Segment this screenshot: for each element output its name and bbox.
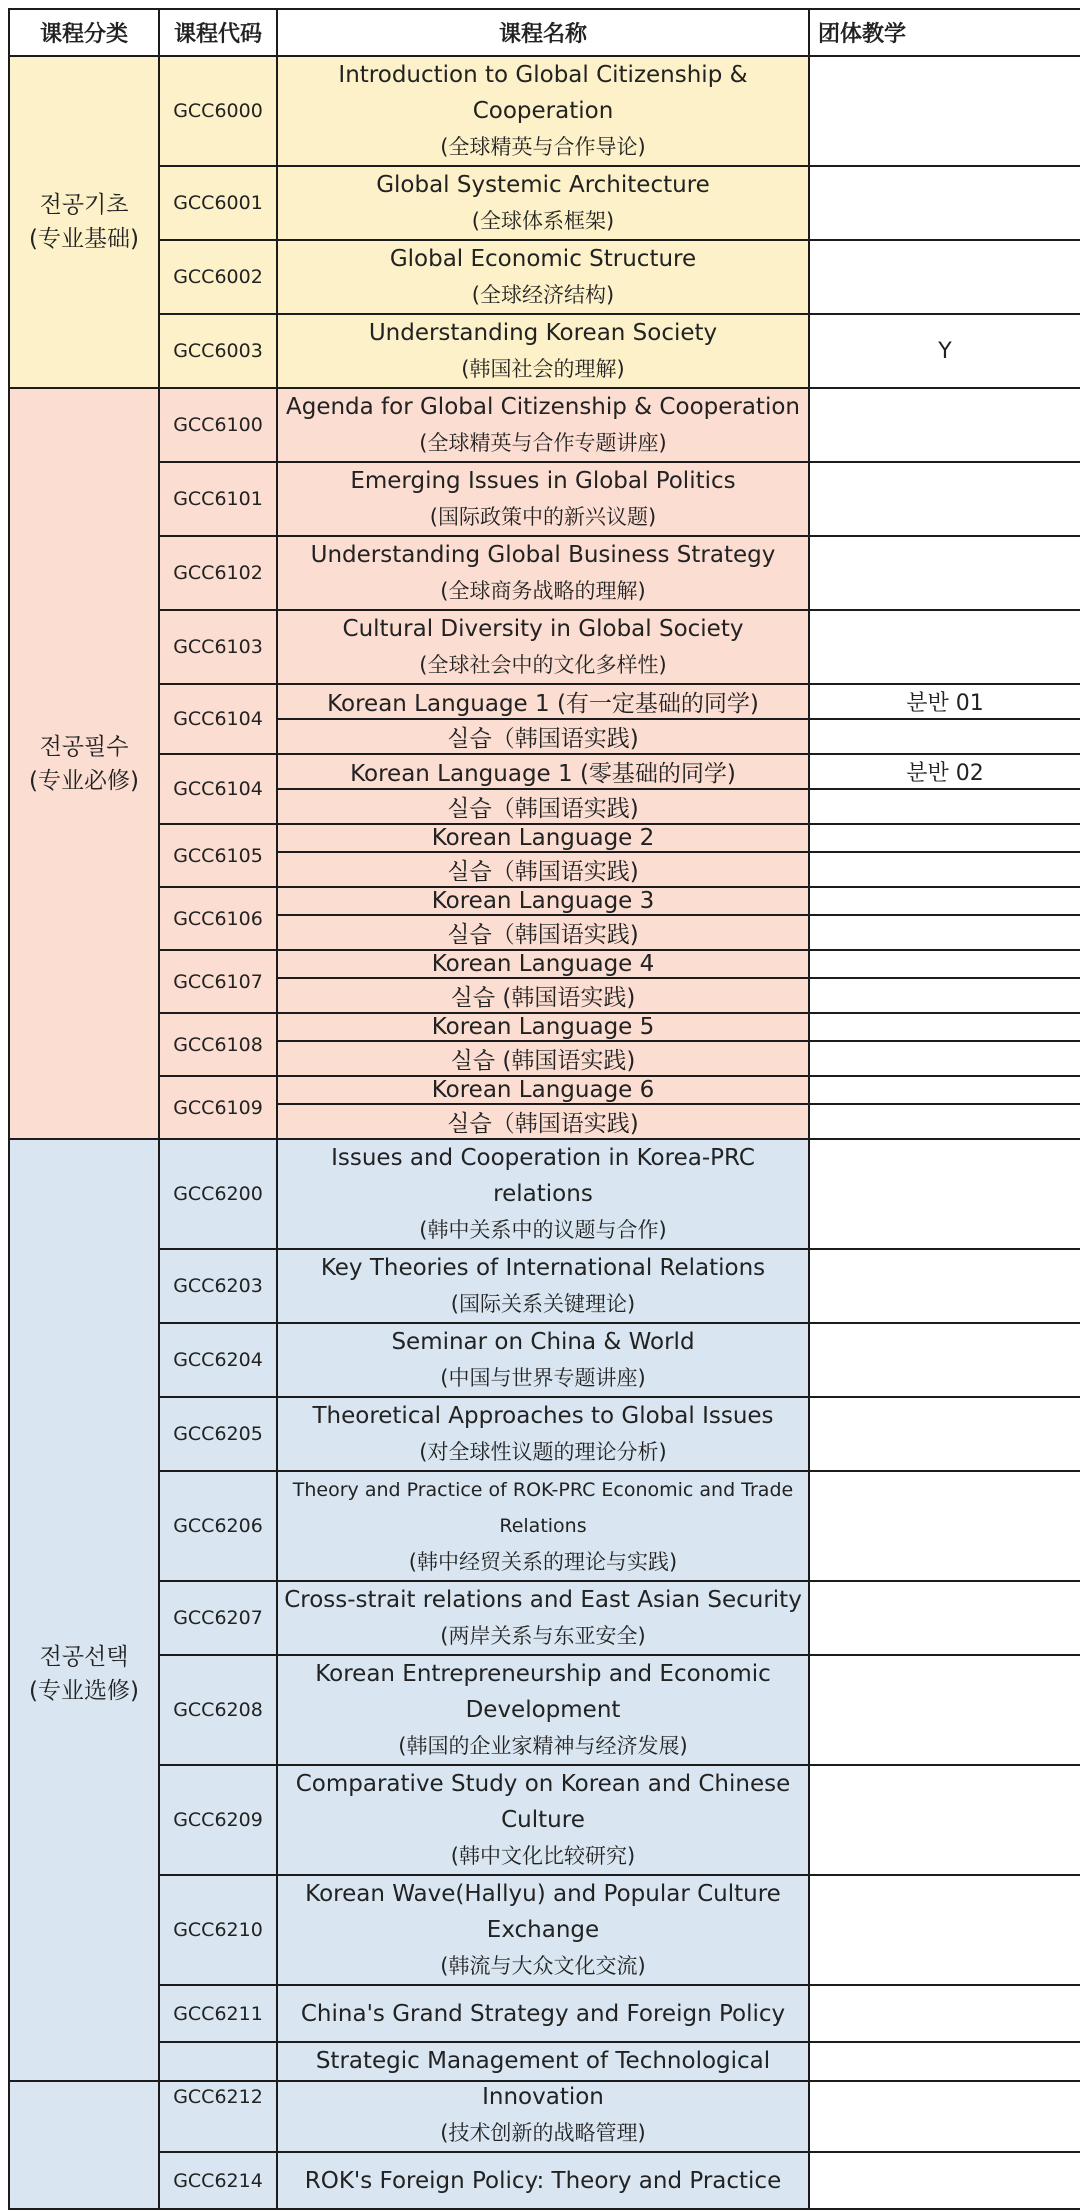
course-name-cn: (韩国的企业家精神与经济发展) — [398, 1734, 688, 1758]
team-teaching-value — [809, 1041, 1080, 1076]
table-row — [9, 462, 1080, 536]
course-code: GCC6206 — [159, 1471, 277, 1581]
category-cell — [9, 56, 159, 388]
course-name — [277, 1249, 809, 1323]
team-teaching-value — [809, 1076, 1080, 1104]
course-name-en: Global Systemic Architecture — [376, 172, 710, 198]
course-practice-label: 실습（韩国语实践) — [277, 915, 809, 950]
table-row — [9, 824, 1080, 852]
category-chinese: (专业必修) — [29, 767, 139, 794]
team-teaching-value — [809, 1139, 1080, 1249]
team-teaching-value: 분반 02 — [809, 754, 1080, 789]
table-row — [9, 1985, 1080, 2042]
course-code: GCC6207 — [159, 1581, 277, 1655]
category-chinese: (专业选修) — [29, 1678, 139, 1704]
course-name — [277, 1985, 809, 2042]
table-row — [9, 1013, 1080, 1041]
course-title: Korean Language 1 (零基础的同学) — [277, 754, 809, 789]
course-name-cn: (全球精英与合作导论) — [440, 135, 646, 159]
course-name-cn: (技术创新的战略管理) — [440, 2121, 646, 2145]
course-name — [277, 462, 809, 536]
course-name — [277, 536, 809, 610]
course-code: GCC6000 — [159, 56, 277, 166]
course-code: GCC6104 — [159, 754, 277, 824]
team-teaching-value — [809, 1397, 1080, 1471]
team-teaching-value — [809, 166, 1080, 240]
course-code: GCC6204 — [159, 1323, 277, 1397]
course-name — [277, 1765, 809, 1875]
header-row — [9, 9, 1080, 56]
course-practice-label: 실습 (韩国语实践) — [277, 1041, 809, 1076]
table-row — [9, 1581, 1080, 1655]
team-teaching-value — [809, 462, 1080, 536]
course-name-cn: (国际关系关键理论) — [450, 1292, 636, 1316]
category-cell — [9, 1139, 159, 2209]
course-name-cn: (全球精英与合作专题讲座) — [419, 431, 667, 455]
team-teaching-value — [809, 950, 1080, 978]
table-row — [9, 684, 1080, 719]
course-code: GCC6210 — [159, 1875, 277, 1985]
course-code: GCC6214 — [159, 2152, 277, 2209]
course-code: GCC6103 — [159, 610, 277, 684]
header-code: 课程代码 — [159, 9, 277, 56]
course-code: GCC6101 — [159, 462, 277, 536]
course-name — [277, 1581, 809, 1655]
table-row — [9, 1139, 1080, 1249]
table-row — [9, 1323, 1080, 1397]
category-korean: 전공필수 — [39, 733, 129, 760]
course-practice-label: 실습（韩国语实践) — [277, 852, 809, 887]
course-code: GCC6203 — [159, 1249, 277, 1323]
course-name — [277, 1323, 809, 1397]
course-code: GCC6108 — [159, 1013, 277, 1076]
course-name — [277, 2152, 809, 2209]
table-row — [9, 887, 1080, 915]
course-name-en: China's Grand Strategy and Foreign Policy — [300, 2000, 786, 2027]
course-name — [277, 388, 809, 462]
team-teaching-value: Y — [809, 314, 1080, 388]
category-korean: 전공기초 — [39, 192, 129, 218]
course-table — [8, 8, 1080, 2210]
team-teaching-value — [809, 1104, 1080, 1139]
course-name-en: Cross-strait relations and East Asian Security — [284, 1587, 802, 1613]
course-name-en: Understanding Korean Society — [368, 320, 718, 346]
table-row — [9, 314, 1080, 388]
table-bottom-border — [8, 2080, 1080, 2082]
course-title: Korean Language 5 — [277, 1013, 809, 1041]
course-code: GCC6100 — [159, 388, 277, 462]
team-teaching-value — [809, 1875, 1080, 1985]
course-code: GCC6109 — [159, 1076, 277, 1139]
table-row — [9, 754, 1080, 789]
course-name-en: Korean Wave(Hallyu) and Popular Culture Exchange — [305, 1881, 781, 1943]
team-teaching-value — [809, 1581, 1080, 1655]
course-code: GCC6106 — [159, 887, 277, 950]
table-row — [9, 56, 1080, 166]
course-code: GCC6212 — [159, 2042, 277, 2152]
header-team: 团体教学 — [809, 9, 1080, 56]
course-title: Korean Language 4 — [277, 950, 809, 978]
course-name — [277, 1397, 809, 1471]
course-name-en: Seminar on China & World — [391, 1329, 695, 1355]
course-name — [277, 1471, 809, 1581]
course-name-en: Global Economic Structure — [389, 246, 697, 272]
team-teaching-value — [809, 852, 1080, 887]
course-code: GCC6001 — [159, 166, 277, 240]
course-name-cn: (全球商务战略的理解) — [440, 579, 646, 603]
course-name-en: ROK's Foreign Policy: Theory and Practice — [304, 2167, 782, 2194]
course-name-cn: (中国与世界专题讲座) — [440, 1366, 646, 1390]
course-name — [277, 1139, 809, 1249]
header-category: 课程分类 — [9, 9, 159, 56]
course-name-en: Cultural Diversity in Global Society — [342, 616, 744, 642]
course-name-cn: (国际政策中的新兴议题) — [429, 505, 657, 529]
course-name-cn: (全球经济结构) — [471, 283, 615, 307]
course-code: GCC6105 — [159, 824, 277, 887]
course-name-en: Issues and Cooperation in Korea-PRC relations — [331, 1145, 755, 1207]
team-teaching-value — [809, 2152, 1080, 2209]
category-cell — [9, 388, 159, 1139]
table-row — [9, 2152, 1080, 2209]
header-name: 课程名称 — [277, 9, 809, 56]
course-name — [277, 1655, 809, 1765]
category-korean: 전공선택 — [39, 1644, 129, 1670]
team-teaching-value — [809, 1323, 1080, 1397]
course-name-en: Korean Entrepreneurship and Economic Development — [315, 1661, 771, 1723]
team-teaching-value — [809, 240, 1080, 314]
team-teaching-value — [809, 978, 1080, 1013]
course-name — [277, 314, 809, 388]
course-title: Korean Language 2 — [277, 824, 809, 852]
category-chinese: (专业基础) — [29, 226, 139, 252]
course-title: Korean Language 1 (有一定基础的同学) — [277, 684, 809, 719]
table-row — [9, 1249, 1080, 1323]
course-name — [277, 1875, 809, 1985]
table-row — [9, 388, 1080, 462]
table-header — [9, 9, 1080, 56]
table-row — [9, 1655, 1080, 1765]
table-row — [9, 536, 1080, 610]
course-name-en: Emerging Issues in Global Politics — [350, 468, 736, 494]
team-teaching-value — [809, 887, 1080, 915]
course-name-en: Introduction to Global Citizenship & Cooperation — [338, 62, 748, 124]
course-code: GCC6003 — [159, 314, 277, 388]
course-name-cn: (全球体系框架) — [471, 209, 615, 233]
table-row — [9, 1875, 1080, 1985]
team-teaching-value — [809, 1765, 1080, 1875]
team-teaching-value — [809, 610, 1080, 684]
course-name-en: Key Theories of International Relations — [320, 1255, 766, 1281]
team-teaching-value — [809, 789, 1080, 824]
team-teaching-value — [809, 719, 1080, 754]
team-teaching-value — [809, 536, 1080, 610]
course-practice-label: 실습 (韩国语实践) — [277, 978, 809, 1013]
course-name — [277, 56, 809, 166]
team-teaching-value: 분반 01 — [809, 684, 1080, 719]
course-name-cn: (对全球性议题的理论分析) — [419, 1440, 667, 1464]
course-name-en: Theoretical Approaches to Global Issues — [312, 1403, 774, 1429]
course-name-en: Understanding Global Business Strategy — [310, 542, 776, 568]
course-code: GCC6208 — [159, 1655, 277, 1765]
team-teaching-value — [809, 2042, 1080, 2152]
course-code: GCC6104 — [159, 684, 277, 754]
table-row — [9, 1076, 1080, 1104]
course-code: GCC6200 — [159, 1139, 277, 1249]
team-teaching-value — [809, 1655, 1080, 1765]
course-practice-label: 실습（韩国语实践) — [277, 789, 809, 824]
course-name-en: Agenda for Global Citizenship & Cooperation — [285, 394, 800, 420]
course-name-cn: (韩中关系中的议题与合作) — [419, 1218, 667, 1242]
course-name — [277, 2042, 809, 2152]
course-code: GCC6205 — [159, 1397, 277, 1471]
table-body — [9, 56, 1080, 2209]
course-title: Korean Language 6 — [277, 1076, 809, 1104]
course-practice-label: 실습（韩国语实践) — [277, 1104, 809, 1139]
team-teaching-value — [809, 1013, 1080, 1041]
team-teaching-value — [809, 915, 1080, 950]
course-name-en: Comparative Study on Korean and Chinese Culture — [295, 1771, 791, 1833]
course-code: GCC6211 — [159, 1985, 277, 2042]
course-name-cn: (两岸关系与东亚安全) — [440, 1624, 646, 1648]
team-teaching-value — [809, 824, 1080, 852]
table-row — [9, 1765, 1080, 1875]
course-name-cn: (全球社会中的文化多样性) — [419, 653, 667, 677]
team-teaching-value — [809, 56, 1080, 166]
team-teaching-value — [809, 1985, 1080, 2042]
course-code: GCC6107 — [159, 950, 277, 1013]
course-code: GCC6209 — [159, 1765, 277, 1875]
team-teaching-value — [809, 1249, 1080, 1323]
table-row — [9, 950, 1080, 978]
course-code: GCC6002 — [159, 240, 277, 314]
course-title: Korean Language 3 — [277, 887, 809, 915]
course-name-en: Strategic Management of Technological Innovation — [315, 2048, 771, 2110]
course-name-cn: (韩流与大众文化交流) — [440, 1954, 646, 1978]
course-name-cn: (韩中文化比较研究) — [450, 1844, 636, 1868]
course-name — [277, 240, 809, 314]
table-row — [9, 1471, 1080, 1581]
table-row — [9, 166, 1080, 240]
team-teaching-value — [809, 1471, 1080, 1581]
course-name-cn: (韩中经贸关系的理论与实践) — [408, 1550, 678, 1574]
table-row — [9, 2042, 1080, 2152]
team-teaching-value — [809, 388, 1080, 462]
table-row — [9, 240, 1080, 314]
course-name — [277, 166, 809, 240]
course-name-cn: (韩国社会的理解) — [461, 357, 625, 381]
course-practice-label: 실습（韩国语实践) — [277, 719, 809, 754]
table-row — [9, 610, 1080, 684]
course-code: GCC6102 — [159, 536, 277, 610]
table-row — [9, 1397, 1080, 1471]
course-name — [277, 610, 809, 684]
course-name-en: Theory and Practice of ROK-PRC Economic and Trade Relations — [292, 1479, 794, 1537]
